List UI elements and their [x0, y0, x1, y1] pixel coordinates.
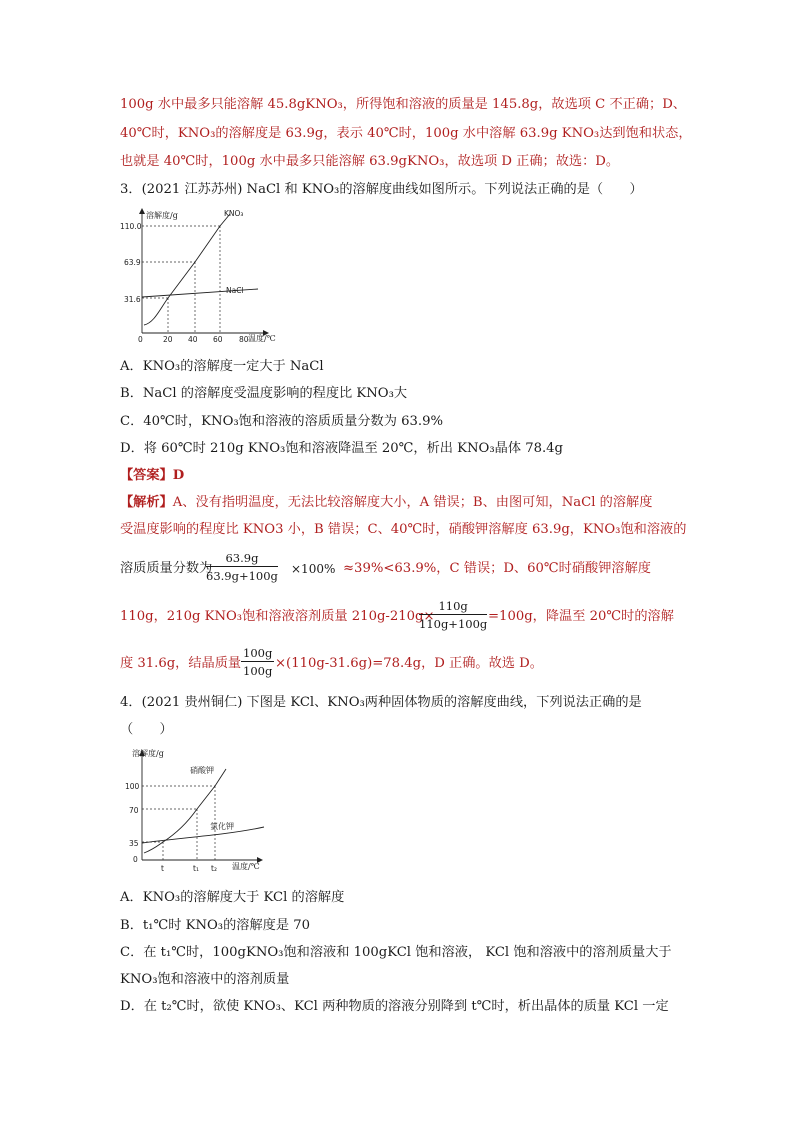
q3-solubility-chart	[118, 205, 288, 345]
q3-formula1-numerator: 63.9g	[206, 551, 278, 567]
q3-formula2-fraction	[419, 599, 487, 631]
q3-analysis-label: 【解析】	[120, 495, 173, 510]
q3-analysis-line-2: 受温度影响的程度比 KNO3 小，B 错误；C、40℃时，硝酸钾溶解度 63.9g，KNO₃饱和溶液的	[120, 522, 687, 537]
q3-answer: 【答案】D	[120, 468, 185, 483]
q4-stem-line-2: （ ）	[120, 722, 173, 737]
q3-formula2-prefix: 110g，210g KNO₃饱和溶液溶剂质量 210g-210g×	[120, 609, 435, 624]
q3-kno3-curve	[144, 214, 230, 325]
q3-ylabel: 溶解度/g	[146, 211, 178, 220]
q3-formula3-fraction	[241, 646, 274, 678]
q3-xtick-60: 60	[213, 335, 223, 344]
q4-solubility-chart	[118, 745, 278, 873]
q3-formula1-denominator: 63.9g+100g	[206, 569, 278, 583]
q3-formula2-tail: =100g，降温至 20℃时的溶解	[488, 609, 674, 624]
q3-ytick-31.6: 31.6	[124, 295, 141, 304]
q3-kno3-label: KNO₃	[224, 209, 244, 218]
q4-xtick-t2: t₂	[211, 864, 217, 873]
q3-stem: 3．(2021 江苏苏州) NaCl 和 KNO₃的溶解度曲线如图所示。下列说法正确的是（ ）	[120, 182, 643, 197]
q3-formula3-prefix: 度 31.6g，结晶质量	[120, 656, 242, 671]
q3-analysis-line-1	[120, 494, 652, 512]
q3-formula3-denominator: 100g	[243, 664, 273, 678]
q3-analysis-text-1: A、没有指明温度，无法比较溶解度大小，A 错误；B、由图可知，NaCl 的溶解度	[172, 495, 653, 510]
q3-xtick-20: 20	[163, 335, 173, 344]
q4-ytick-35: 35	[129, 839, 139, 848]
q3-formula1-tail: ≈39%<63.9%，C 错误；D、60℃时硝酸钾溶解度	[343, 561, 651, 576]
q4-kno3-label: 硝酸钾	[190, 766, 214, 775]
q4-xtick-t: t	[161, 864, 164, 873]
q3-option-b: B．NaCl 的溶解度受温度影响的程度比 KNO₃大	[120, 386, 408, 401]
q4-stem-line-1: 4．(2021 贵州铜仁) 下图是 KCl、KNO₃两种固体物质的溶解度曲线，下列说法正确的是	[120, 695, 642, 710]
q4-xlabel: 温度/℃	[232, 862, 260, 871]
q3-formula1-suffix: ×100%	[291, 562, 336, 576]
q4-kno3-curve	[144, 769, 226, 853]
q3-nacl-label: NaCl	[226, 286, 244, 295]
q3-xlabel: 温度/℃	[248, 334, 276, 343]
q4-kcl-curve	[142, 827, 264, 843]
q4-ytick-100: 100	[125, 782, 140, 791]
q4-ytick-70: 70	[129, 806, 139, 815]
q4-ytick-0: 0	[133, 855, 138, 864]
q4-option-d: D．在 t₂℃时，欲使 KNO₃、KCl 两种物质的溶液分别降到 t℃时，析出晶体的质量 KCl 一定	[120, 999, 669, 1014]
q4-kcl-label: 氯化钾	[210, 822, 234, 831]
q3-xtick-80: 80	[239, 335, 249, 344]
q3-formula1-fraction	[206, 551, 278, 583]
q4-option-c-cont: KNO₃饱和溶液中的溶剂质量	[120, 972, 290, 987]
q4-xtick-t1: t₁	[193, 864, 199, 873]
q3-formula2-denominator: 110g+100g	[419, 617, 488, 631]
q3-formula1-prefix: 溶质质量分数为	[120, 561, 213, 576]
q3-option-a: A．KNO₃的溶解度一定大于 NaCl	[120, 359, 324, 374]
q3-ytick-110: 110.0	[120, 222, 142, 231]
q3-xtick-0: 0	[138, 335, 143, 344]
q4-ylabel: 溶解度/g	[132, 749, 164, 758]
q3-ytick-63.9: 63.9	[124, 258, 141, 267]
q4-option-c: C．在 t₁℃时，100gKNO₃饱和溶液和 100gKCl 饱和溶液， KCl 饱和溶液中的溶剂质量大于	[120, 945, 672, 960]
q3-option-d: D．将 60℃时 210g KNO₃饱和溶液降温至 20℃，析出 KNO₃晶体 78.4g	[120, 441, 563, 456]
q3-xtick-40: 40	[188, 335, 198, 344]
q3-formula3-numerator: 100g	[243, 646, 273, 660]
q4-option-a: A．KNO₃的溶解度大于 KCl 的溶解度	[120, 890, 345, 905]
prev-analysis-line-1: 100g 水中最多只能溶解 45.8gKNO₃，所得饱和溶液的质量是 145.8g，故选项 C 不正确；D、	[120, 97, 686, 112]
q3-y-arrow	[139, 208, 145, 214]
prev-analysis-line-3: 也就是 40℃时，100g 水中最多只能溶解 63.9gKNO₃，故选项 D 正确；故选：D。	[120, 154, 620, 169]
q4-option-b: B．t₁℃时 KNO₃的溶解度是 70	[120, 918, 310, 933]
prev-analysis-line-2: 40℃时，KNO₃的溶解度是 63.9g，表示 40℃时，100g 水中溶解 63.9g KNO₃达到饱和状态，	[120, 126, 692, 141]
q3-formula2-numerator: 110g	[419, 599, 487, 615]
q3-formula3-tail: ×(110g-31.6g)=78.4g，D 正确。故选 D。	[275, 656, 543, 671]
q3-option-c: C．40℃时，KNO₃饱和溶液的溶质质量分数为 63.9%	[120, 414, 444, 429]
